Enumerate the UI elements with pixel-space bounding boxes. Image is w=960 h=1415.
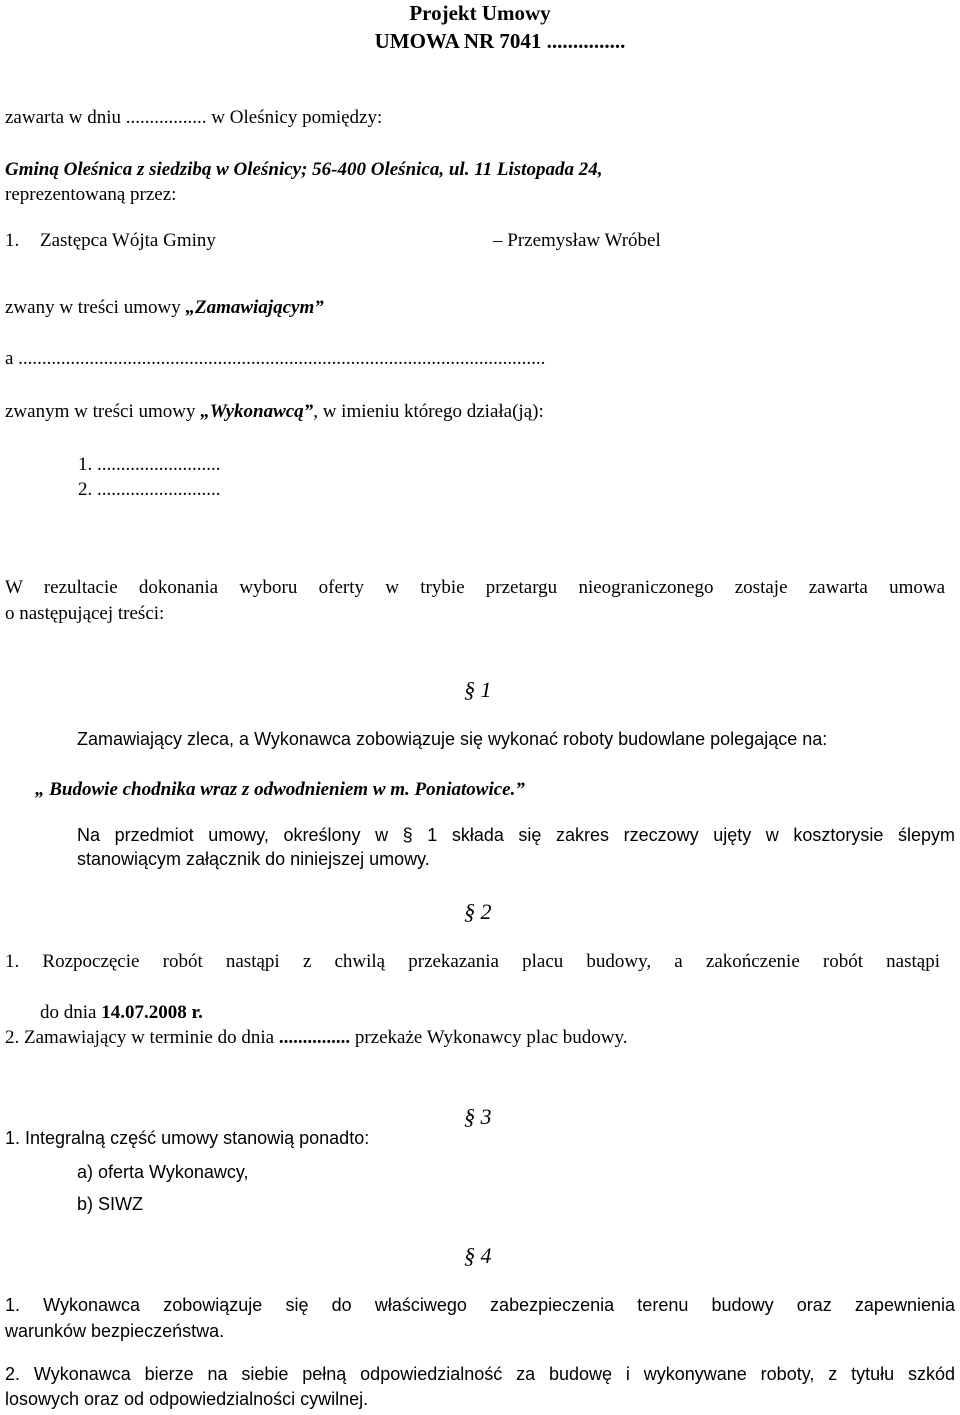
contract-subject: „ Budowie chodnika wraz z odwodnieniem w m. Poniatowice.” <box>35 779 525 800</box>
section-1-text: Zamawiający zleca, a Wykonawca zobowiązuje się wykonać roboty budowlane polegające na: <box>77 729 828 749</box>
contractor-alias-name: „Wykonawcą” <box>200 401 314 422</box>
section-4-heading: § 4 <box>464 1243 492 1268</box>
alias-prefix: zwany w treści umowy <box>5 297 186 318</box>
section-3-sub-b: b) SIWZ <box>77 1194 143 1214</box>
section-4-item-2-line-2: losowych oraz od odpowiedzialności cywilnej. <box>5 1389 369 1409</box>
representative-number: 1. <box>5 230 20 251</box>
section-2-heading: § 2 <box>464 899 492 924</box>
contractor-alias-prefix: zwanym w treści umowy <box>5 401 201 422</box>
section-2-deadline <box>40 1003 203 1024</box>
section-3-sub-a: a) oferta Wykonawcy, <box>77 1162 249 1182</box>
section-2-item-1: 1. Rozpoczęcie robót nastąpi z chwilą przekazania placu budowy, a zakończenie robót nastąpi <box>5 951 940 972</box>
contractor-alias <box>5 402 544 423</box>
representative-role: Zastępca Wójta Gminy <box>40 230 216 251</box>
representative-name: – Przemysław Wróbel <box>493 230 661 251</box>
document-project-label: Projekt Umowy <box>409 1 551 25</box>
contractor-alias-suffix: , w imieniu którego działa(ją): <box>313 401 544 422</box>
preamble-line-2: o następującej treści: <box>5 603 165 624</box>
deadline-date: 14.07.2008 r. <box>101 1002 203 1023</box>
signatory-1: 1. .......................... <box>78 454 221 475</box>
section-1-scope-line-1: Na przedmiot umowy, określony w § 1 składa się zakres rzeczowy ujęty w kosztorysie ślepym <box>77 825 955 845</box>
concluded-line: zawarta w dniu ................. w Oleśnicy pomiędzy: <box>5 107 383 128</box>
section-4-item-2-line-1: 2. Wykonawca bierze na siebie pełną odpowiedzialność za budowę i wykonywane roboty, z tytułu szkód <box>5 1364 955 1384</box>
party-a-represented: reprezentowaną przez: <box>5 184 177 205</box>
contractor-line: a ............................................................................................................... <box>5 348 546 369</box>
ordering-party-alias <box>5 298 324 319</box>
section-3-heading: § 3 <box>464 1104 492 1129</box>
section-2-item-2 <box>5 1028 628 1049</box>
section-3-item-1: 1. Integralną część umowy stanowią ponadto: <box>5 1128 370 1148</box>
party-a-line: Gminą Oleśnica z siedzibą w Oleśnicy; 56-400 Oleśnica, ul. 11 Listopada 24, <box>5 159 603 180</box>
item-2-dots: ............... <box>278 1027 351 1048</box>
document-title: UMOWA NR 7041 ............... <box>374 29 626 53</box>
section-4-item-1-line-2: warunków bezpieczeństwa. <box>5 1321 225 1341</box>
preamble-line-1: W rezultacie dokonania wyboru oferty w trybie przetargu nieograniczonego zostaje zawarta umowa <box>5 577 945 598</box>
item-2-suffix: przekaże Wykonawcy plac budowy. <box>350 1027 628 1048</box>
section-1-heading: § 1 <box>464 677 492 702</box>
section-4-item-1-line-1: 1. Wykonawca zobowiązuje się do właściwego zabezpieczenia terenu budowy oraz zapewnienia <box>5 1295 955 1315</box>
signatory-2: 2. .......................... <box>78 479 221 500</box>
section-1-scope-line-2: stanowiącym załącznik do niniejszej umowy. <box>77 849 430 869</box>
deadline-prefix: do dnia <box>40 1002 102 1023</box>
alias-name: „Zamawiającym” <box>185 297 324 318</box>
item-2-prefix: 2. Zamawiający w terminie do dnia <box>5 1027 279 1048</box>
